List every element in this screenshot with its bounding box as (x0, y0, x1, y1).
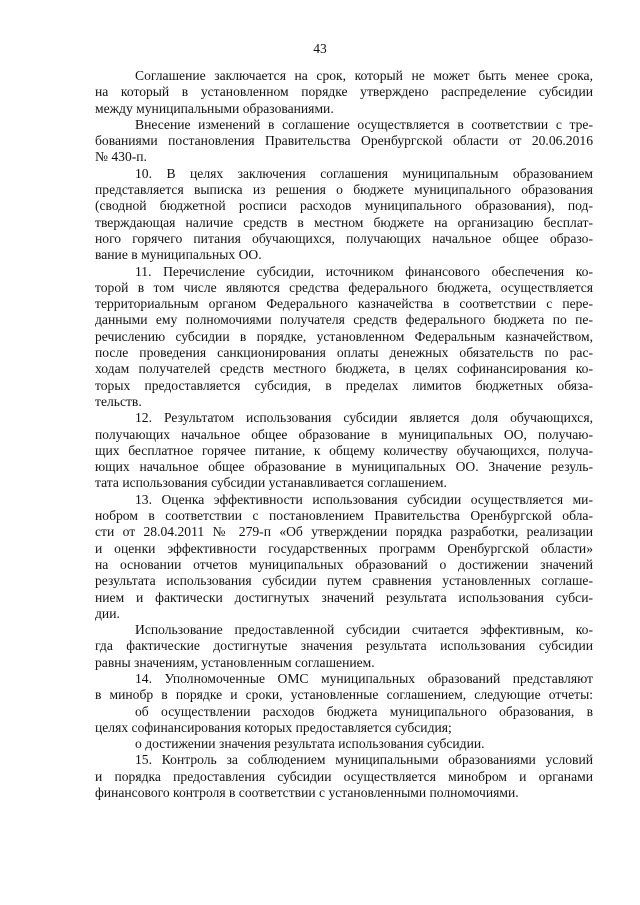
text-line: нобром в соответствии с постановлением Правительства Оренбургской обла- (95, 508, 593, 524)
text-line: об осуществлении расходов бюджета муниципального образования, в (135, 703, 593, 719)
text-line: тата использования субсидии устанавливается соглашением. (95, 475, 447, 491)
text-line: тверждающая наличие средств в местном бюджете на организацию бесплат- (95, 214, 593, 230)
text-line: равны значениям, установленным соглашением. (95, 654, 375, 670)
text-line: и оценки эффективности государственных программ Оренбургской области» (95, 540, 593, 556)
text-line: речислению субсидии в порядке, установленном Федеральным казначейством, (95, 328, 593, 344)
text-line: Внесение изменений в соглашение осуществляется в соответствии с тре- (135, 116, 593, 132)
text-line: получающих начальное общее образование в муниципальных ОО, получаю- (95, 426, 593, 442)
text-line: между муниципальными образованиями. (95, 100, 334, 116)
text-line: на который в установленном порядке утверждено распределение субсидии (95, 84, 593, 100)
text-line: финансового контроля в соответствии с установленными полномочиями. (95, 785, 519, 801)
text-line: после проведения санкционирования оплаты денежных обязательств по рас- (95, 345, 593, 361)
text-line: ходам получателей средств местного бюджета, в целях софинансирования ко- (95, 361, 593, 377)
text-line: щих бесплатное горячее питание, к общему количеству обучающихся, получа- (95, 442, 593, 458)
text-line: ющих начальное общее образование в муниципальных ОО. Значение резуль- (95, 459, 593, 475)
text-line: представляется выписка из решения о бюджете муниципального образования (95, 182, 593, 198)
text-line: 14. Уполномоченные ОМС муниципальных образований представляют (135, 670, 593, 686)
text-line: 11. Перечисление субсидии, источником финансового обеспечения ко- (135, 263, 593, 279)
text-line: данными ему полномочиями получателя средств федерального бюджета по пе- (95, 312, 593, 328)
text-line: дии. (95, 605, 120, 621)
text-line: гда фактические достигнутые значения результата использования субсидии (95, 638, 593, 654)
text-line: ного горячего питания обучающихся, получающих начальное общее образо- (95, 230, 593, 246)
document-body (95, 68, 593, 801)
text-line: 13. Оценка эффективности использования субсидии осуществляется ми- (135, 491, 593, 507)
text-line: сти от 28.04.2011 № 279-п «Об утверждении порядка разработки, реализации (95, 524, 593, 540)
text-line: торой в том числе являются средства федерального бюджета, осуществляется (95, 279, 593, 295)
text-line: на основании отчетов муниципальных образований о достижении значений (95, 556, 593, 572)
text-line: 15. Контроль за соблюдением муниципальными образованиями условий (135, 752, 593, 768)
text-line: вание в муниципальных ОО. (95, 247, 262, 263)
text-line: (сводной бюджетной росписи расходов муниципального образования), под- (95, 198, 593, 214)
text-line: № 430-п. (95, 149, 147, 165)
text-line: нием и фактически достигнутых значений результата использования субси- (95, 589, 593, 605)
text-line: Соглашение заключается на срок, который не может быть менее срока, (135, 68, 593, 83)
text-line: результата использования субсидии путем сравнения установленных соглаше- (95, 573, 593, 589)
text-line: целях софинансирования которых предоставляется субсидия; (95, 719, 452, 735)
text-line: бованиями постановления Правительства Оренбургской области от 20.06.2016 (95, 133, 593, 149)
page-number: 43 (313, 41, 327, 56)
text-line: о достижении значения результата использования субсидии. (135, 736, 485, 752)
text-line: 10. В целях заключения соглашения муниципальным образованием (135, 165, 593, 181)
text-line: в минобр в порядке и сроки, установленные соглашением, следующие отчеты: (95, 687, 593, 703)
text-line: тельств. (95, 393, 142, 409)
text-line: территориальным органом Федерального казначейства в соответствии с пере- (95, 296, 593, 312)
text-line: Использование предоставленной субсидии считается эффективным, ко- (135, 622, 593, 638)
text-line: 12. Результатом использования субсидии является доля обучающихся, (135, 410, 593, 426)
text-line: торых предоставляется субсидия, в пределах лимитов бюджетных обяза- (95, 377, 593, 393)
text-line: и порядка предоставления субсидии осуществляется минобром и органами (95, 768, 593, 784)
